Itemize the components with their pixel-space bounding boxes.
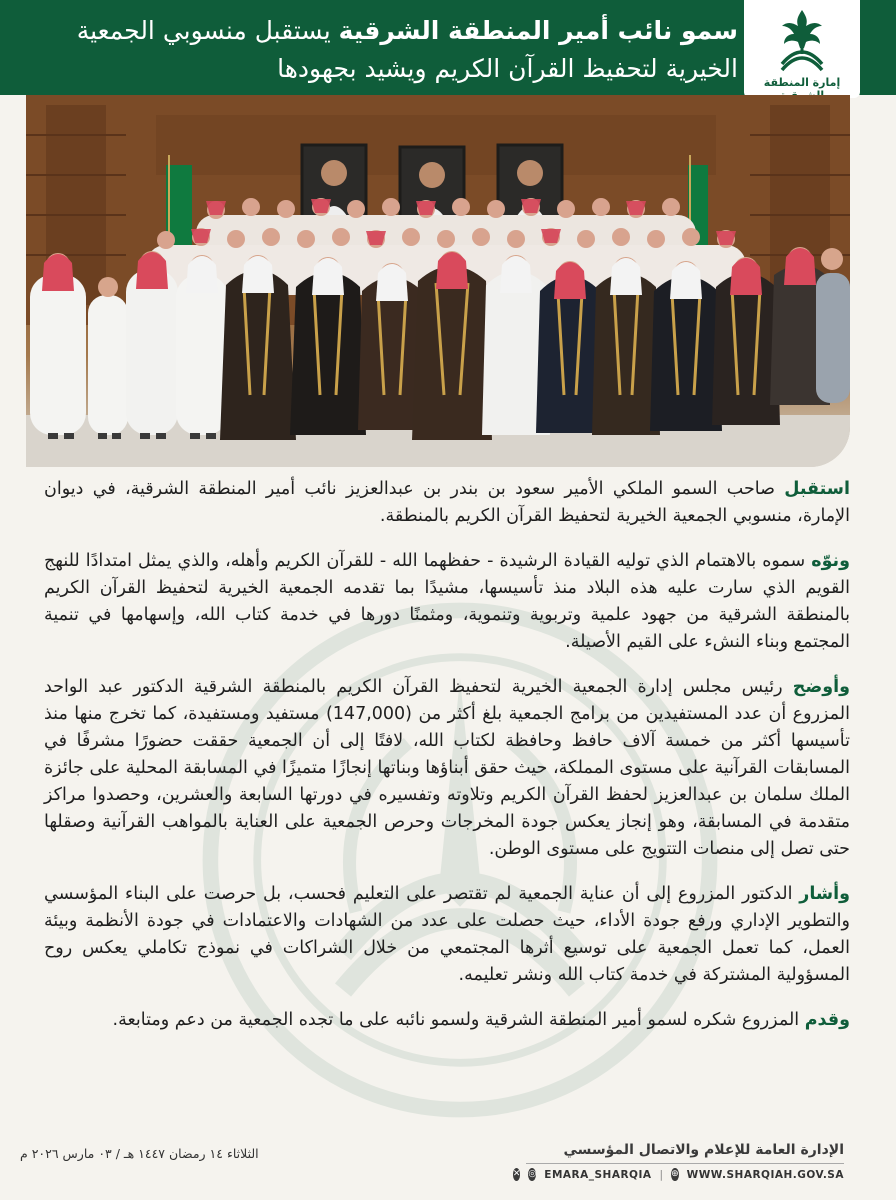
paragraph-lead: استقبل [784, 479, 850, 499]
group-photo [26, 95, 850, 467]
paragraph-lead: وأوضح [792, 677, 850, 697]
paragraph-3 [44, 674, 850, 863]
website-link[interactable]: WWW.SHARQIAH.GOV.SA [686, 1168, 844, 1181]
paragraph-1 [44, 476, 850, 530]
paragraph-text: المزروع شكره لسمو أمير المنطقة الشرقية ولسمو نائبه على ما تجده الجمعية من دعم ومتابعة. [112, 1010, 805, 1030]
instagram-icon[interactable]: ◎ [528, 1169, 537, 1179]
paragraph-lead: ونوّه [811, 551, 850, 571]
title-highlight: سمو نائب أمير المنطقة الشرقية [338, 16, 738, 45]
x-icon[interactable]: ✕ [512, 1169, 521, 1179]
separator: | [659, 1168, 664, 1181]
paragraph-lead: وقدم [804, 1010, 850, 1030]
footer-organization: الإدارة العامة للإعلام والاتصال المؤسسي [563, 1142, 844, 1158]
saudi-emblem-icon [774, 8, 830, 74]
globe-icon: ⊕ [671, 1169, 679, 1179]
paragraph-text: سموه بالاهتمام الذي توليه القيادة الرشيدة - حفظهما الله - للقرآن الكريم وأهله، والذي يمثل امتدادًا للنهج القويم الذي سارت عليه هذه البلاد منذ تأسيسها، مشيدًا بما تقدمه الجمعية الخيرية لتحفيظ القرآن الكريم بالمنطقة الشرقية من جهود علمية وتربوية وتنموية، ومثمنًا دورها في خدمة كتاب الله، وإسهامها في تنمية المجتمع وبناء النشء على القيم الأصيلة. [44, 551, 850, 652]
paragraph-text: الدكتور المزروع إلى أن عناية الجمعية لم تقتصر على التعليم فحسب، بل حرصت على البناء المؤسسي والتطوير الإداري ورفع جودة الأداء، حيث حصلت على عدد من الشهادات والاعتمادات في جودة الأنظمة وبيئة العمل، كما تعمل الجمعية على توسيع أثرها المجتمعي من خلال الشراكات في نموذج تكاملي يعكس روح المسؤولية المشتركة في خدمة كتاب الله ونشر تعليمه. [44, 884, 850, 985]
footer-divider [526, 1163, 844, 1164]
article-body [44, 476, 850, 1052]
social-handle[interactable]: EMARA_SHARQIA [544, 1168, 652, 1181]
emirate-logo [744, 0, 860, 98]
paragraph-lead: وأشار [799, 884, 850, 904]
paragraph-text: رئيس مجلس إدارة الجمعية الخيرية لتحفيظ القرآن الكريم بالمنطقة الشرقية الدكتور عبد الواحد المزروع أن عدد المستفيدين من برامج الجمعية بلغ أكثر من (147,000) مستفيد ومستفيدة، كما تخرج منها منذ تأسيسها أكثر من خمسة آلاف حافظ وحافظة لكتاب الله، لافتًا إلى أن الجمعية حققت حضورًا مشرفًا في المسابقات القرآنية على مستوى المملكة، حيث حقق أبناؤها وبناتها إنجازًا متميزًا في المسابقة المحلية على جائزة الملك سلمان بن عبدالعزيز لحفظ القرآن الكريم وتلاوته وتفسيره في دورتها السابعة والعشرين، وحصدوا مراكز متقدمة في المسابقة، وهو إنجاز يعكس جودة المخرجات وحرص الجمعية على العناية بالمواهب القرآنية وصقلها حتى تصل إلى منصات التتويج على مستوى الوطن. [44, 677, 850, 859]
footer-links [514, 1168, 844, 1181]
publish-date: الثلاثاء ١٤ رمضان ١٤٤٧ هـ / ٠٣ مارس ٢٠٢٦ م [20, 1146, 259, 1161]
paragraph-text: صاحب السمو الملكي الأمير سعود بن بندر بن عبدالعزيز نائب أمير المنطقة الشرقية، في ديوان الإمارة، منسوبي الجمعية الخيرية لتحفيظ القرآن الكريم بالمنطقة. [44, 479, 850, 526]
page-title [18, 12, 738, 88]
paragraph-4 [44, 881, 850, 989]
logo-caption: إمارة المنطقة [763, 76, 841, 89]
title-rest: يستقبل منسوبي الجمعية الخيرية لتحفيظ القرآن الكريم ويشيد بجهودها [76, 16, 738, 83]
paragraph-2 [44, 548, 850, 656]
group-photo-illustration [26, 95, 850, 467]
paragraph-5 [44, 1007, 850, 1034]
